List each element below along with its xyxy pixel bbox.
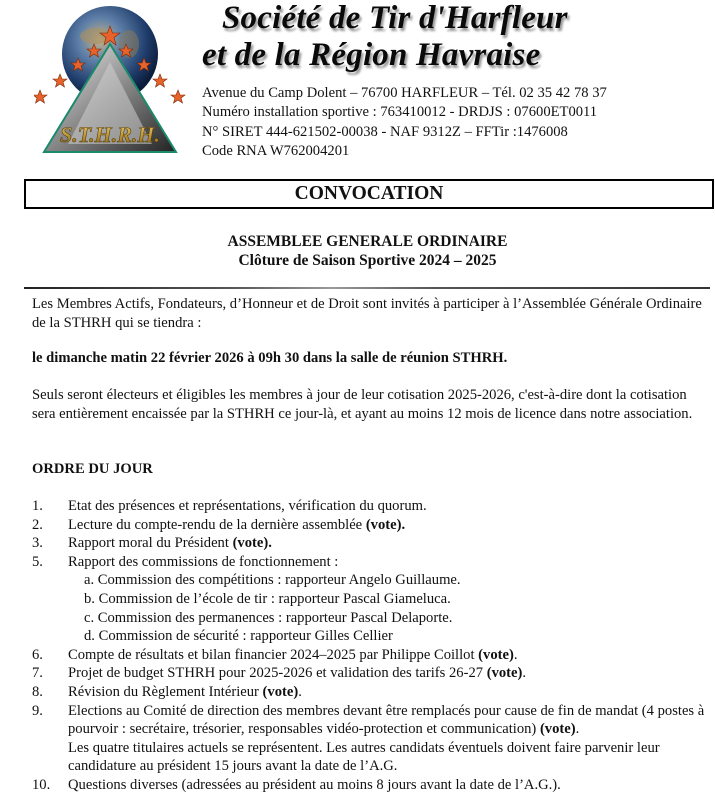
divider: [24, 287, 710, 289]
item-text: [68, 646, 712, 665]
item-text: [68, 516, 712, 535]
agenda-item: [32, 553, 712, 572]
item-note: Les quatre titulaires actuels se représentent. Les autres candidats éventuels doivent faire parvenir leur candidature au président 15 jours avant la date de l’A.G.: [68, 739, 660, 775]
item-number: 7.: [32, 665, 43, 682]
agenda-subitem: d. Commission de sécurité : rapporteur Gilles Cellier: [84, 628, 393, 645]
meeting-date: le dimanche matin 22 février 2026 à 09h 30 dans la salle de réunion STHRH.: [32, 350, 508, 366]
item-label: Rapport moral du Président: [68, 535, 233, 552]
item-label: Rapport des commissions de fonctionnement :: [68, 553, 339, 570]
item-label: Lecture du compte-rendu de la dernière assemblée: [68, 516, 366, 533]
agenda-subitem: a. Commission des compétitions : rapporteur Angelo Guillaume.: [84, 572, 461, 589]
item-number: 10.: [32, 776, 51, 793]
agenda-subitem: b. Commission de l’école de tir : rapporteur Pascal Giameluca.: [84, 590, 451, 607]
organization-name: [200, 0, 660, 73]
item-punctuation: .: [522, 665, 527, 682]
address-line: Avenue du Camp Dolent – 76700 HARFLEUR – Tél. 02 35 42 78 37: [202, 85, 607, 101]
vote-marker: (vote): [539, 721, 576, 738]
item-number: 3.: [32, 535, 43, 552]
item-label: Questions diverses (adressées au président au moins 8 jours avant la date de l’A.G.).: [68, 776, 561, 793]
address-block: [202, 84, 672, 162]
item-label: Elections au Comité de direction des membres devant être remplacés pour cause de fin de mandat (4 postes à pourvoir : secrétaire, trésorier, responsables vidéo-protection et communication): [68, 702, 705, 738]
vote-marker: (vote).: [232, 535, 272, 552]
item-label: Etat des présences et représentations, vérification du quorum.: [68, 498, 427, 514]
org-name-line1: Société de Tir d'Harfleur: [222, 0, 568, 36]
agenda-item: [32, 497, 712, 516]
intro-paragraph: Les Membres Actifs, Fondateurs, d’Honneur et de Droit sont invités à participer à l’Assemblée Générale Ordinaire de la STHRH qui se tiendra :: [32, 296, 702, 332]
rna-line: Code RNA W762004201: [202, 143, 350, 160]
agenda-list: [32, 497, 712, 795]
agenda-title: ORDRE DU JOUR: [32, 461, 153, 477]
item-text: [68, 497, 712, 516]
item-number: 9.: [32, 702, 43, 719]
agenda-item: [32, 516, 712, 535]
item-number: 2.: [32, 516, 43, 533]
heading-line1: ASSEMBLEE GENERALE ORDINAIRE: [227, 233, 508, 250]
org-name-line2: et de la Région Havraise: [202, 37, 541, 73]
item-text: [68, 683, 712, 702]
item-text: [68, 702, 712, 776]
vote-marker: (vote).: [365, 516, 406, 533]
heading-line2: Clôture de Saison Sportive 2024 – 2025: [238, 252, 497, 269]
item-text: [68, 776, 712, 795]
assembly-heading: [0, 232, 715, 270]
item-text: [68, 534, 712, 553]
siret-line: N° SIRET 444-621502-00038 - NAF 9312Z – FFTir :1476008: [202, 123, 568, 140]
eligibility-paragraph: Seuls seront électeurs et éligibles les membres à jour de leur cotisation 2025-2026, c'est-à-dire dont la cotisation sera entièrement encaissée par la STHRH ce jour-là, et ayant au moins 12 mois de licence dans notre association.: [32, 387, 693, 423]
document-title: CONVOCATION: [24, 179, 714, 209]
agenda-item: [32, 664, 712, 683]
vote-marker: (vote): [478, 646, 514, 663]
item-text: [68, 553, 712, 572]
item-number: 8.: [32, 683, 43, 700]
agenda-item: [32, 776, 712, 795]
item-punctuation: .: [298, 683, 302, 700]
item-label: Compte de résultats et bilan financier 2024–2025 par Philippe Coillot: [68, 646, 479, 663]
vote-marker: (vote): [262, 683, 299, 700]
item-label: Projet de budget STHRH pour 2025-2026 et validation des tarifs 26-27: [68, 665, 487, 682]
item-number: 1.: [32, 498, 43, 514]
club-logo: [34, 4, 194, 154]
item-label: Révision du Règlement Intérieur: [68, 683, 263, 700]
registration-line: Numéro installation sportive : 763410012 - DRDJS : 07600ET0011: [202, 104, 598, 121]
agenda-item: [32, 646, 712, 665]
item-number: 6.: [32, 646, 43, 663]
agenda-subitem: c. Commission des permanences : rapporteur Pascal Delaporte.: [84, 609, 453, 626]
agenda-item: [32, 683, 712, 702]
agenda-item: [32, 702, 712, 776]
item-number: 5.: [32, 553, 43, 570]
item-punctuation: .: [513, 646, 518, 663]
item-punctuation: .: [575, 721, 580, 738]
logo-text: S.T.H.R.H.: [59, 122, 161, 147]
agenda-item: [32, 534, 712, 553]
item-text: [68, 664, 712, 683]
vote-marker: (vote): [486, 665, 523, 682]
